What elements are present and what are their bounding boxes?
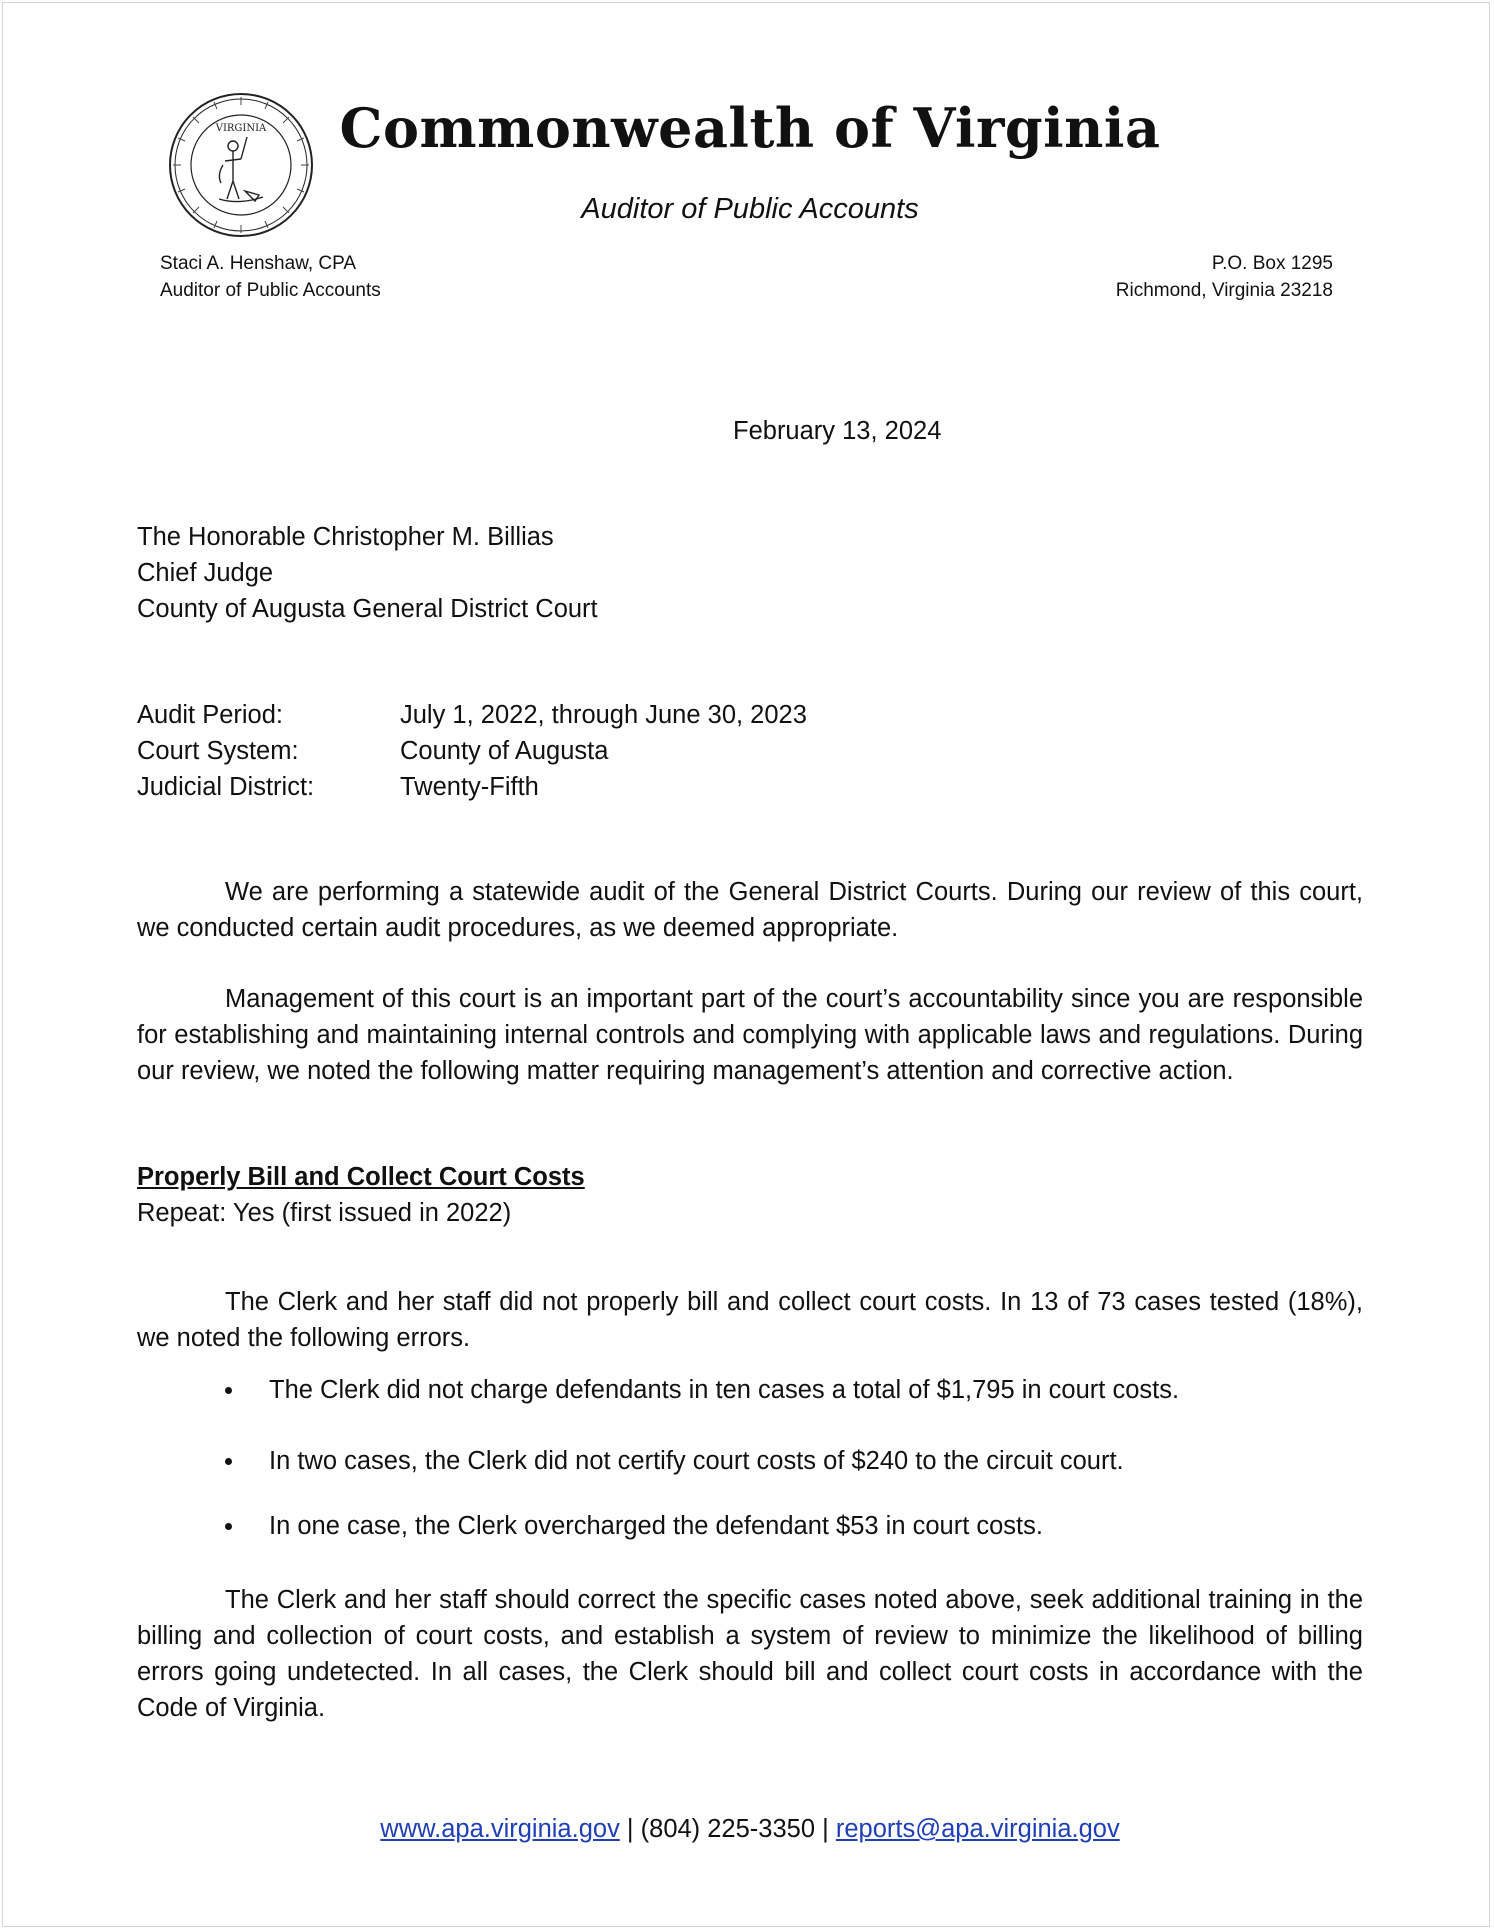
audit-info-label: Court System: [137, 737, 299, 765]
list-item-text: In two cases, the Clerk did not certify court costs of $240 to the circuit court. [269, 1447, 1124, 1475]
audit-info-label: Judicial District: [137, 773, 315, 801]
letterhead-title: Commonwealth of Virginia [339, 96, 1161, 160]
virginia-seal-icon [167, 91, 315, 239]
audit-info-value: July 1, 2022, through June 30, 2023 [400, 701, 807, 729]
list-item [221, 1372, 1361, 1408]
list-item-text: In one case, the Clerk overcharged the defendant $53 in court costs. [269, 1512, 1043, 1540]
phone-number: (804) 225-3350 [640, 1815, 816, 1843]
paragraph-intro-text: We are performing a statewide audit of the General District Courts. During our review of this court, we conducted certain audit procedures, as we deemed appropriate. [137, 878, 1363, 942]
list-item-text: The Clerk did not charge defendants in ten cases a total of $1,795 in court costs. [269, 1376, 1180, 1404]
list-item [221, 1443, 1361, 1479]
letter-page [2, 2, 1490, 1927]
paragraph-recommendation [137, 1582, 1363, 1726]
address-line-2: Richmond, Virginia 23218 [1115, 280, 1333, 301]
audit-info-value: County of Augusta [400, 737, 609, 765]
bullet-icon [225, 1523, 232, 1530]
office-address [1116, 250, 1333, 304]
paragraph-finding [137, 1284, 1363, 1356]
address-line-1: P.O. Box 1295 [1211, 253, 1333, 274]
paragraph-intro [137, 874, 1363, 946]
letterhead-subtitle: Auditor of Public Accounts [581, 193, 919, 225]
addressee-name: The Honorable Christopher M. Billias [137, 523, 554, 551]
list-item [221, 1508, 1361, 1544]
website-link[interactable]: www.apa.virginia.gov [380, 1815, 620, 1843]
audit-info-row [137, 769, 807, 805]
finding-title: Properly Bill and Collect Court Costs [137, 1163, 585, 1191]
addressee-court: County of Augusta General District Court [137, 595, 598, 623]
bullet-icon [225, 1458, 232, 1465]
paragraph-management [137, 981, 1363, 1089]
footer-separator: | [822, 1815, 829, 1843]
error-list [221, 1372, 1361, 1579]
finding-repeat: Repeat: Yes (first issued in 2022) [137, 1199, 512, 1227]
audit-info-label: Audit Period: [137, 701, 284, 729]
audit-info-table [137, 697, 807, 805]
audit-info-row [137, 697, 807, 733]
footer [3, 1811, 1494, 1847]
bullet-icon [225, 1387, 232, 1394]
letter-date: February 13, 2024 [733, 417, 942, 445]
paragraph-management-text: Management of this court is an important part of the court’s accountability since you are responsible for establishing and maintaining internal controls and complying with applicable laws and regulations. During our review, we noted the following matter requiring management’s attention and corrective action. [137, 985, 1363, 1085]
addressee-title: Chief Judge [137, 559, 274, 587]
audit-info-row [137, 733, 807, 769]
footer-separator: | [626, 1815, 634, 1843]
paragraph-finding-text: The Clerk and her staff did not properly bill and collect court costs. In 13 of 73 cases tested (18%), we noted the following errors. [137, 1288, 1363, 1352]
addressee-block [137, 519, 598, 627]
auditor-name: Staci A. Henshaw, CPA [160, 253, 357, 274]
auditor-block [160, 250, 381, 304]
paragraph-recommendation-text: The Clerk and her staff should correct the specific cases noted above, seek additional training in the billing and collection of court costs, and establish a system of review to minimize the likelihood of billing errors going undetected. In all cases, the Clerk should bill and collect court costs in accordance with the Code of Virginia. [137, 1586, 1363, 1722]
seal-text: VIRGINIA [215, 123, 267, 134]
auditor-title: Auditor of Public Accounts [160, 280, 381, 301]
email-link[interactable]: reports@apa.virginia.gov [835, 1815, 1120, 1843]
audit-info-value: Twenty-Fifth [400, 773, 539, 801]
